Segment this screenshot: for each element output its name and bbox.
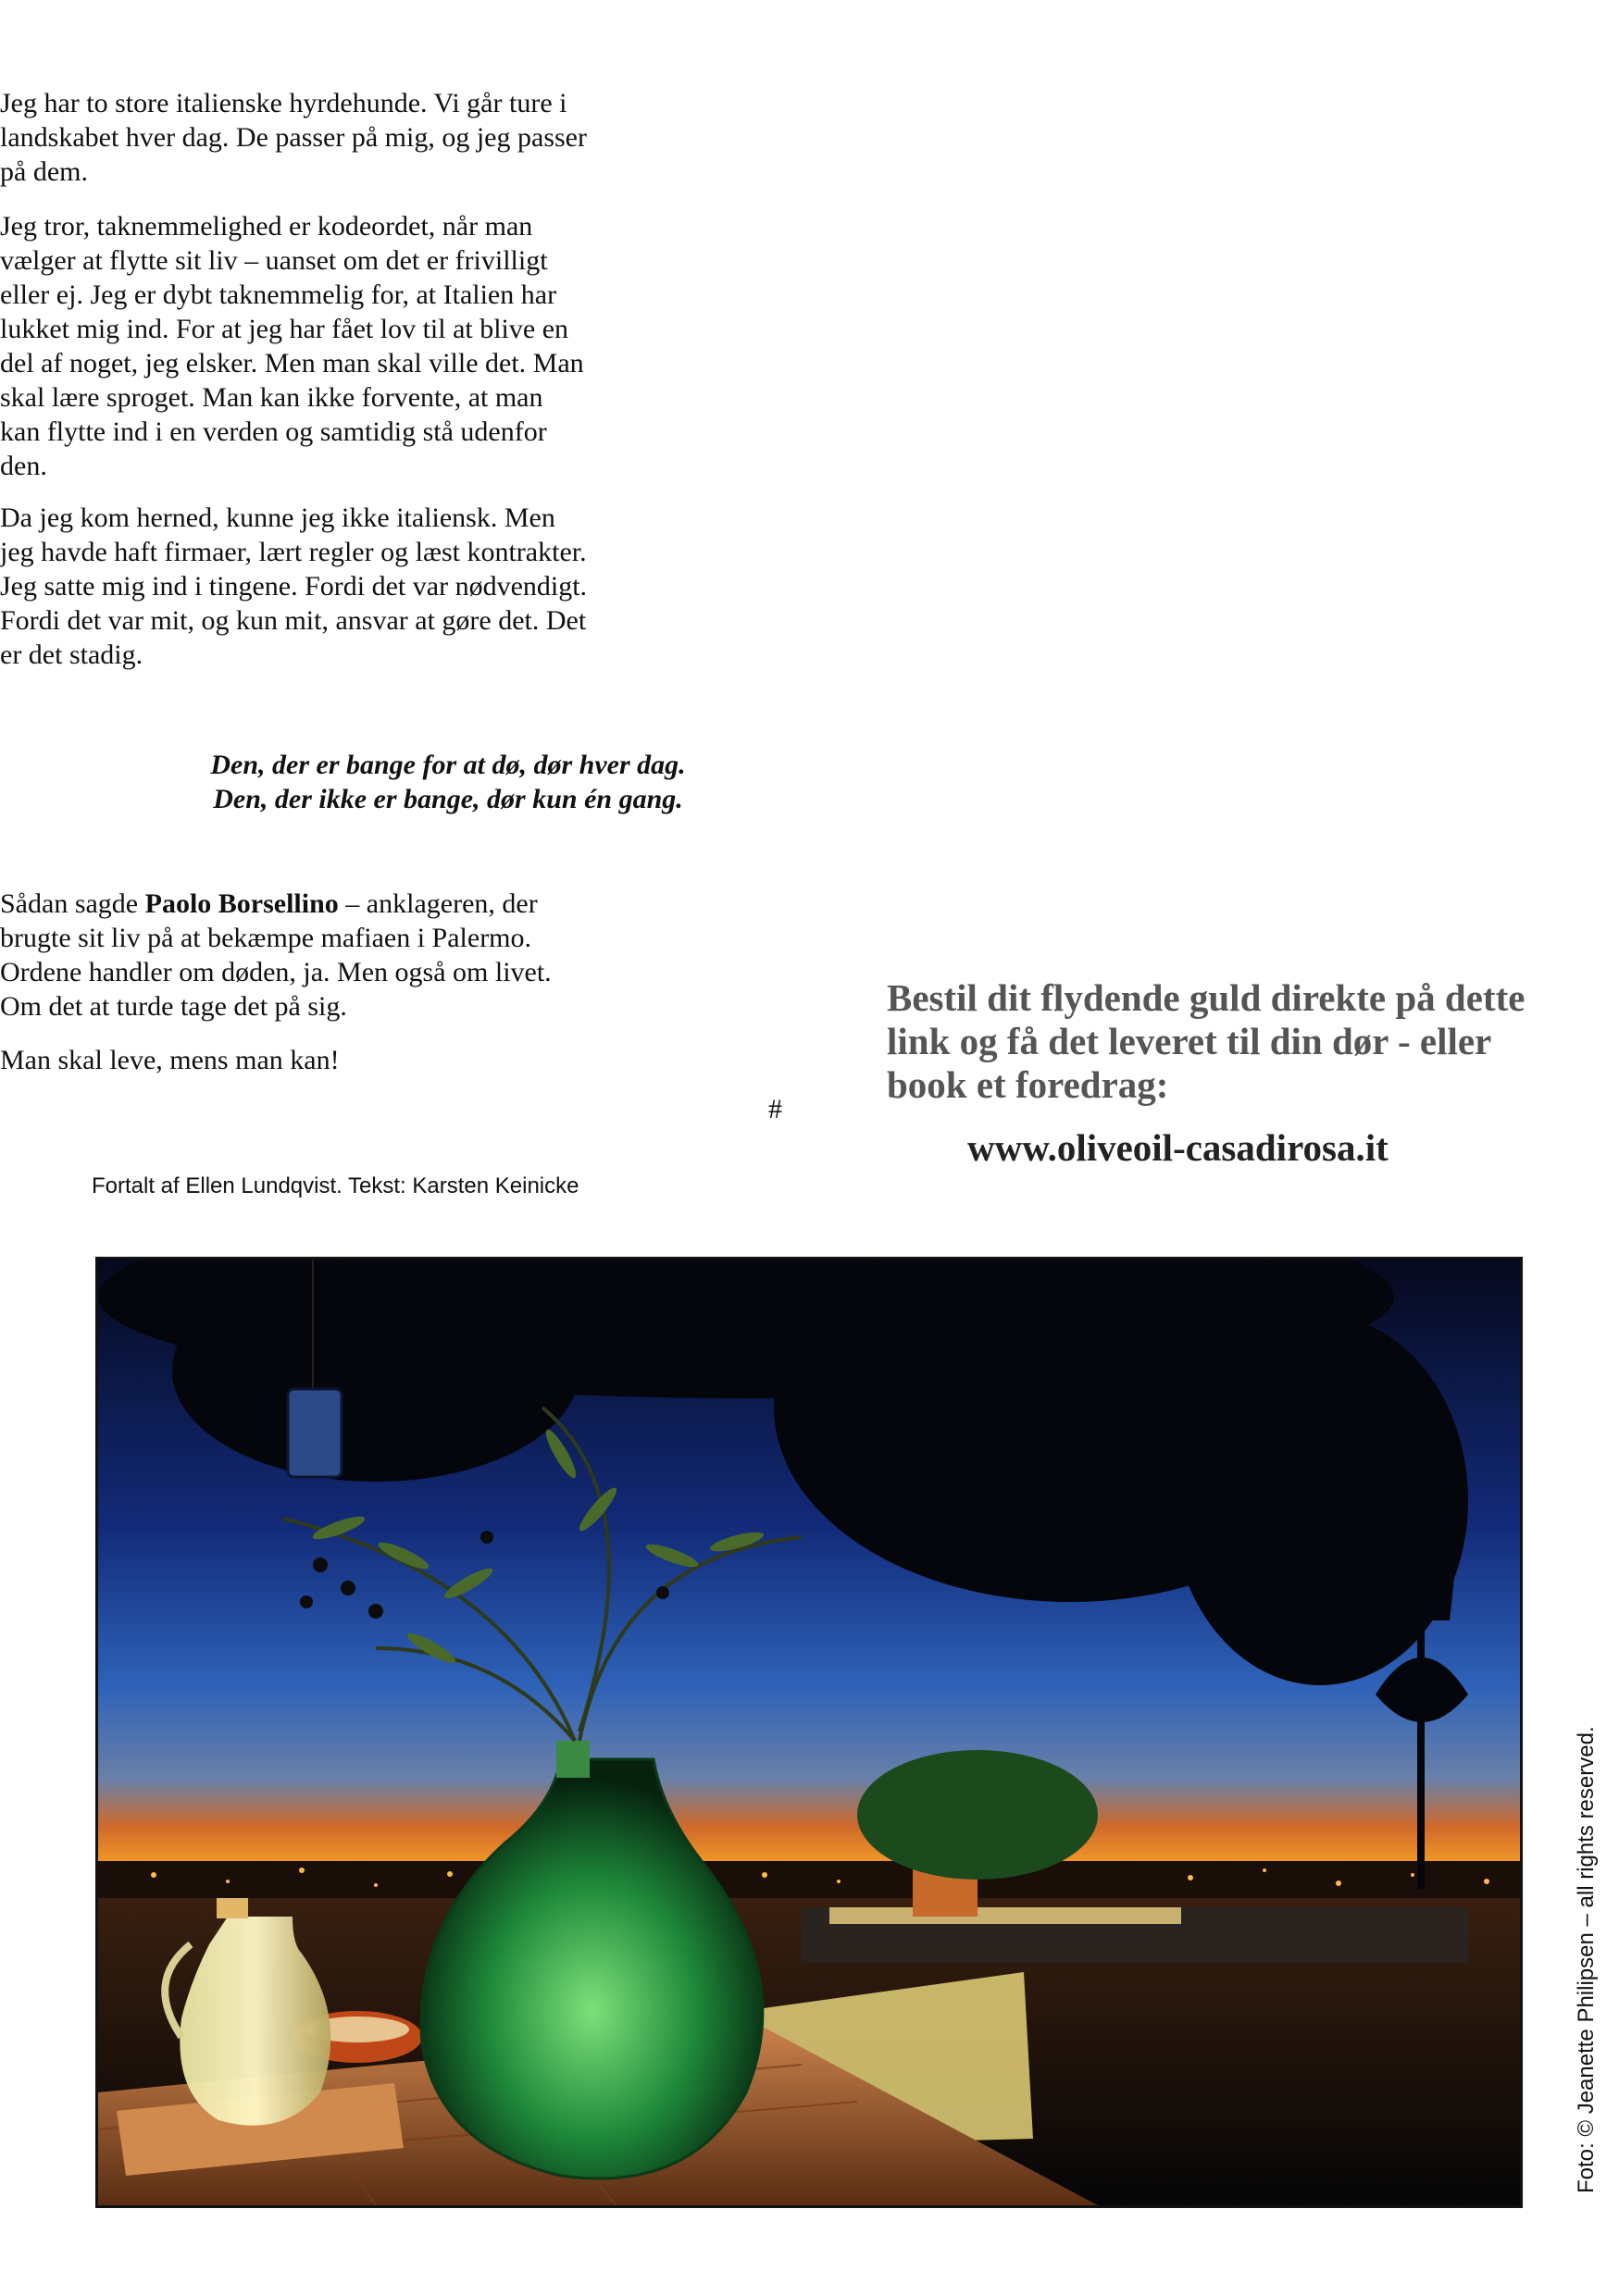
- photo-credit: Foto: © Jeanette Philipsen – all rights reserved.: [1574, 1726, 1599, 2193]
- paragraph-borsellino: [0, 887, 713, 1024]
- evening-terrace-photo: [95, 1257, 1523, 2208]
- promo-text: Bestil dit flydende guld direkte på dette link og få det leveret til din dør - eller book et foredrag:: [887, 976, 1526, 1106]
- borsellino-name: Paolo Borsellino: [144, 888, 339, 919]
- paragraph-dogs: Jeg har to store italienske hyrdehunde. Vi går ture i landskabet hver dag. De passer på mig, og jeg passer på dem.: [0, 88, 587, 187]
- paragraph-italian: Da jeg kom herned, kunne jeg ikke italiensk. Men jeg havde haft firmaer, lært regler og læst kontrakter. Jeg satte mig ind i tingene. Fordi det var nødvendigt. Fordi det var mit, og kun mit, ansvar at gøre det. Det er det stadig.: [0, 503, 588, 670]
- paragraph-closing: Man skal leve, mens man kan!: [0, 1045, 340, 1075]
- quote-line-2: Den, der ikke er bange, dør kun én gang.: [213, 784, 683, 814]
- p4-rest: – anklageren, der brugte sit liv på at bekæmpe mafiaen i Palermo. Ordene handler om døden, ja. Men også om livet. Om det at turde tage det på sig.: [0, 888, 552, 1022]
- photo-illustration: [98, 1260, 1520, 2205]
- borsellino-quote: [92, 748, 804, 816]
- paragraph-gratitude: Jeg tror, taknemmelighed er kodeordet, når man vælger at flytte sit liv – uanset om det er frivilligt eller ej. Jeg er dybt taknemmelig for, at Italien har lukket mig ind. For at jeg har fået lov til at blive en del af noget, jeg elsker. Men man skal ville det. Man skal lære sproget. Man kan ikke forvente, at man kan flytte ind i en verden og samtidig stå udenfor den.: [0, 211, 584, 481]
- p4-intro: Sådan sagde: [0, 888, 145, 919]
- article-credit: Fortalt af Ellen Lundqvist. Tekst: Karsten Keinicke: [92, 1173, 579, 1198]
- promo-link[interactable]: www.oliveoil-casadirosa.it: [967, 1126, 1389, 1169]
- end-mark: #: [768, 1094, 782, 1124]
- quote-line-1: Den, der er bange for at dø, dør hver dag.: [210, 750, 686, 780]
